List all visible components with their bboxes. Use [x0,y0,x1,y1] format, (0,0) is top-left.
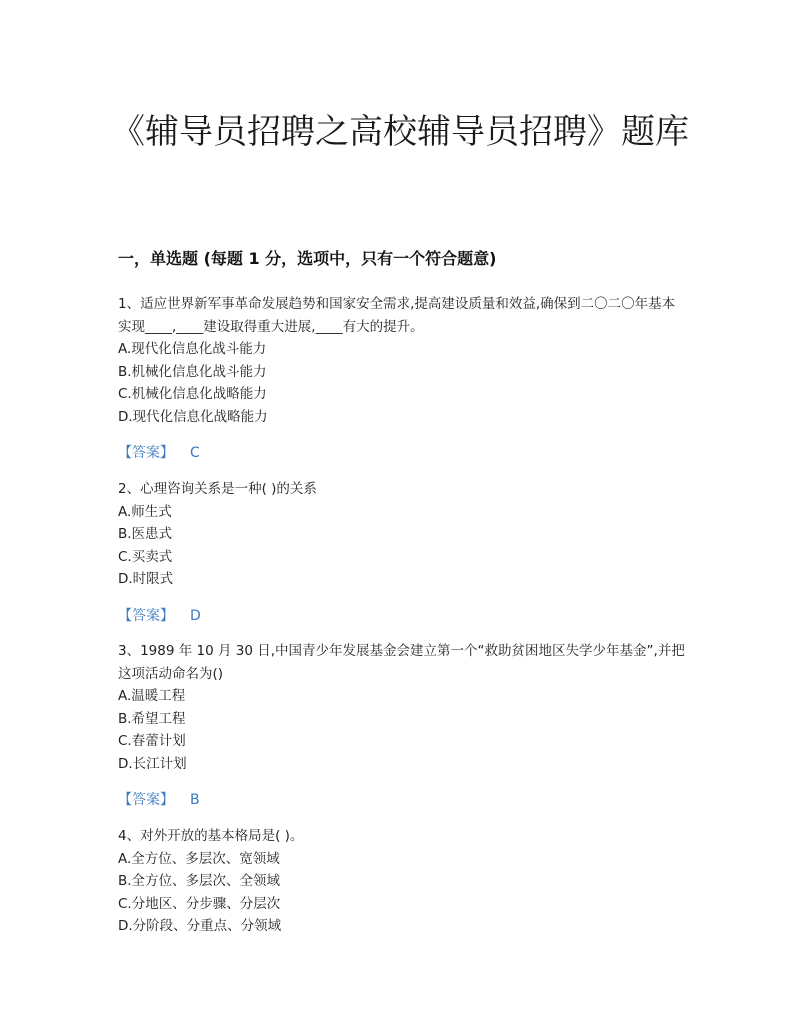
option-d: D.时限式 [118,571,174,587]
option-b: B.全方位、多层次、全领域 [118,873,281,889]
option-b: B.机械化信息化战斗能力 [118,363,267,380]
option-c: C.机械化信息化战略能力 [118,386,267,402]
question-2 [118,478,688,627]
option-d: D.现代化信息化战略能力 [118,408,268,425]
question-stem: 3、1989 年 10 月 30 日,中国青少年发展基金会建立第一个“救助贫困地区失学少年基金”,并把这项活动命名为() [118,643,685,682]
section-heading: 一，单选题 (每题 1 分，选项中，只有一个符合题意) [118,249,497,268]
question-stem: 1、适应世界新军事革命发展趋势和国家安全需求,提高建设质量和效益,确保到二〇二〇年基本实现____,____建设取得重大进展,____有大的提升。 [118,296,676,335]
answer-line [118,605,688,627]
answer-line [118,442,688,464]
option-d: D.分阶段、分重点、分领域 [118,918,282,934]
answer-value: B [190,792,200,808]
answer-label: 【答案】 [118,792,174,808]
option-c: C.春蕾计划 [118,733,186,749]
option-d: D.长江计划 [118,755,187,772]
document-title: 《辅导员招聘之高校辅导员招聘》题库 [111,112,689,152]
answer-line [118,789,688,811]
question-1 [118,293,688,464]
option-b: B.医患式 [118,526,173,542]
answer-label: 【答案】 [118,607,174,624]
option-a: A.师生式 [118,503,172,520]
option-c: C.买卖式 [118,548,173,565]
answer-value: D [190,607,201,624]
question-stem: 2、心理咨询关系是一种( )的关系 [118,481,317,497]
question-4 [118,825,688,938]
option-a: A.全方位、多层次、宽领域 [118,850,280,867]
question-stem: 4、对外开放的基本格局是( )。 [118,828,304,844]
answer-label: 【答案】 [118,445,174,461]
answer-value: C [190,445,200,461]
option-a: A.现代化信息化战斗能力 [118,341,267,357]
option-a: A.温暖工程 [118,688,186,704]
option-c: C.分地区、分步骤、分层次 [118,895,281,912]
option-b: B.希望工程 [118,710,186,727]
question-3 [118,640,688,811]
